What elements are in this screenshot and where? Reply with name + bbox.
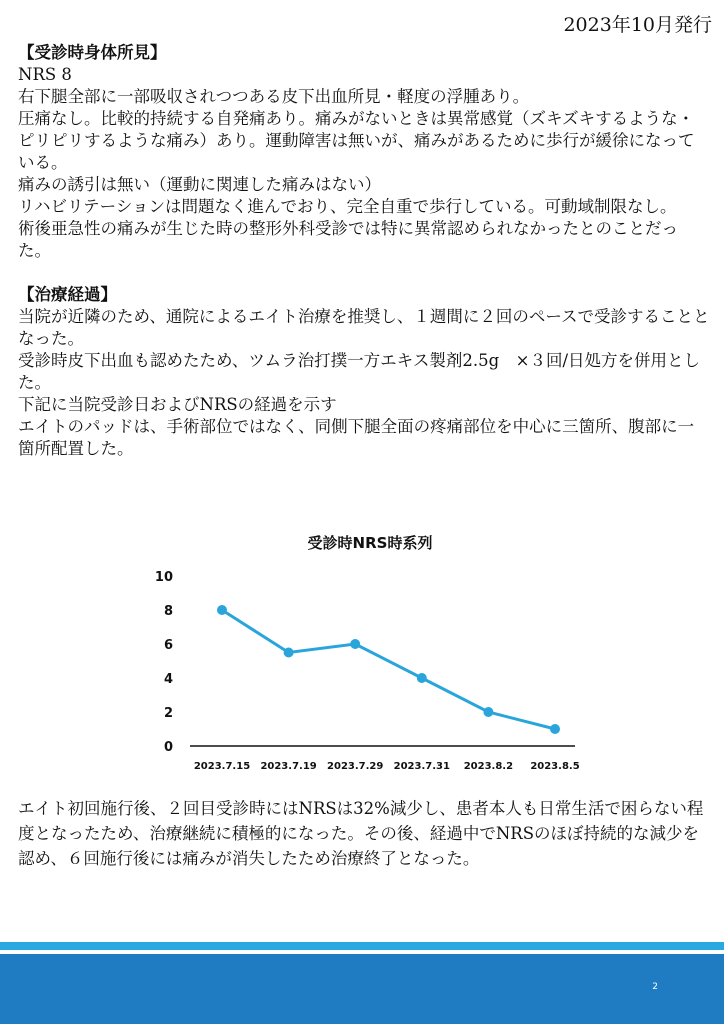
issue-date: 2023年10月発行 <box>563 14 712 36</box>
nrs-data-point <box>217 605 227 615</box>
nrs-data-point <box>550 724 560 734</box>
treatment-heading: 【治療経過】 <box>18 285 117 304</box>
x-tick-group <box>194 761 580 772</box>
nrs-chart <box>150 526 590 776</box>
exam-line-pain: 圧痛なし。比較的持続する自発痛あり。痛みがないときは異常感覚（ズキズキするような・ピリピリするような痛み）あり。運動障害は無いが、痛みがあるために歩行が緩徐になっている。 <box>18 109 695 172</box>
footer-accent-line <box>0 942 724 950</box>
x-tick-label: 2023.7.19 <box>260 761 317 772</box>
y-tick-label: 10 <box>154 570 173 585</box>
nrs-data-point <box>417 673 427 683</box>
page-number: 2 <box>652 982 658 992</box>
y-tick-group <box>155 570 173 755</box>
x-tick-label: 2023.8.2 <box>463 761 514 772</box>
exam-line-rehab: リハビリテーションは問題なく進んでおり、完全自重で歩行している。可動域制限なし。 <box>18 197 677 216</box>
x-tick-label: 2023.7.15 <box>193 761 251 772</box>
y-tick-label: 0 <box>163 740 173 755</box>
nrs-point-group <box>217 605 560 734</box>
treatment-line-chart-intro: 下記に当院受診日およびNRSの経過を示す <box>18 395 337 414</box>
treatment-line-medication: 受診時皮下出血も認めたため、ツムラ治打撲一方エキス製剤2.5g ×３回/日処方を併用とした。 <box>18 351 701 392</box>
outcome-paragraph: エイト初回施行後、２回目受診時にはNRSは32%減少し、患者本人も日常生活で困らない程度となったため、治療継続に積極的になった。その後、経過中でNRSのほぼ持続的な減少を認め、６回施行後には痛みが消失したため治療終了となった。 <box>18 799 704 868</box>
body-text <box>18 42 710 460</box>
y-tick-label: 2 <box>163 706 173 721</box>
x-tick-label: 2023.7.31 <box>393 761 450 772</box>
nrs-data-point <box>350 639 360 649</box>
treatment-line-visits: 当院が近隣のため、通院によるエイト治療を推奨し、１週間に２回のペースで受診することとなった。 <box>18 307 710 348</box>
treatment-line-pads: エイトのパッドは、手術部位ではなく、同側下腿全面の疼痛部位を中心に三箇所、腹部に一箇所配置した。 <box>18 417 695 458</box>
y-tick-label: 6 <box>163 638 173 653</box>
x-tick-label: 2023.8.5 <box>530 761 580 772</box>
exam-line-nrs: NRS 8 <box>18 65 72 84</box>
nrs-data-point <box>284 648 294 658</box>
nrs-series-line <box>222 610 555 729</box>
section-gap <box>18 262 710 284</box>
outcome-text <box>18 796 710 871</box>
exam-line-ortho: 術後亜急性の痛みが生じた時の整形外科受診では特に異常認められなかったとのことだった。 <box>18 219 678 260</box>
y-tick-label: 8 <box>163 604 173 619</box>
exam-line-trigger: 痛みの誘引は無い（運動に関連した痛みはない） <box>18 175 381 194</box>
exam-line-findings: 右下腿全部に一部吸収されつつある皮下出血所見・軽度の浮腫あり。 <box>18 87 530 106</box>
y-tick-label: 4 <box>163 672 173 687</box>
chart-title: 受診時NRS時系列 <box>307 534 433 552</box>
nrs-data-point <box>483 707 493 717</box>
footer-band <box>0 954 724 1024</box>
nrs-chart-svg <box>150 526 590 776</box>
exam-heading: 【受診時身体所見】 <box>18 43 167 62</box>
x-tick-label: 2023.7.29 <box>327 761 384 772</box>
